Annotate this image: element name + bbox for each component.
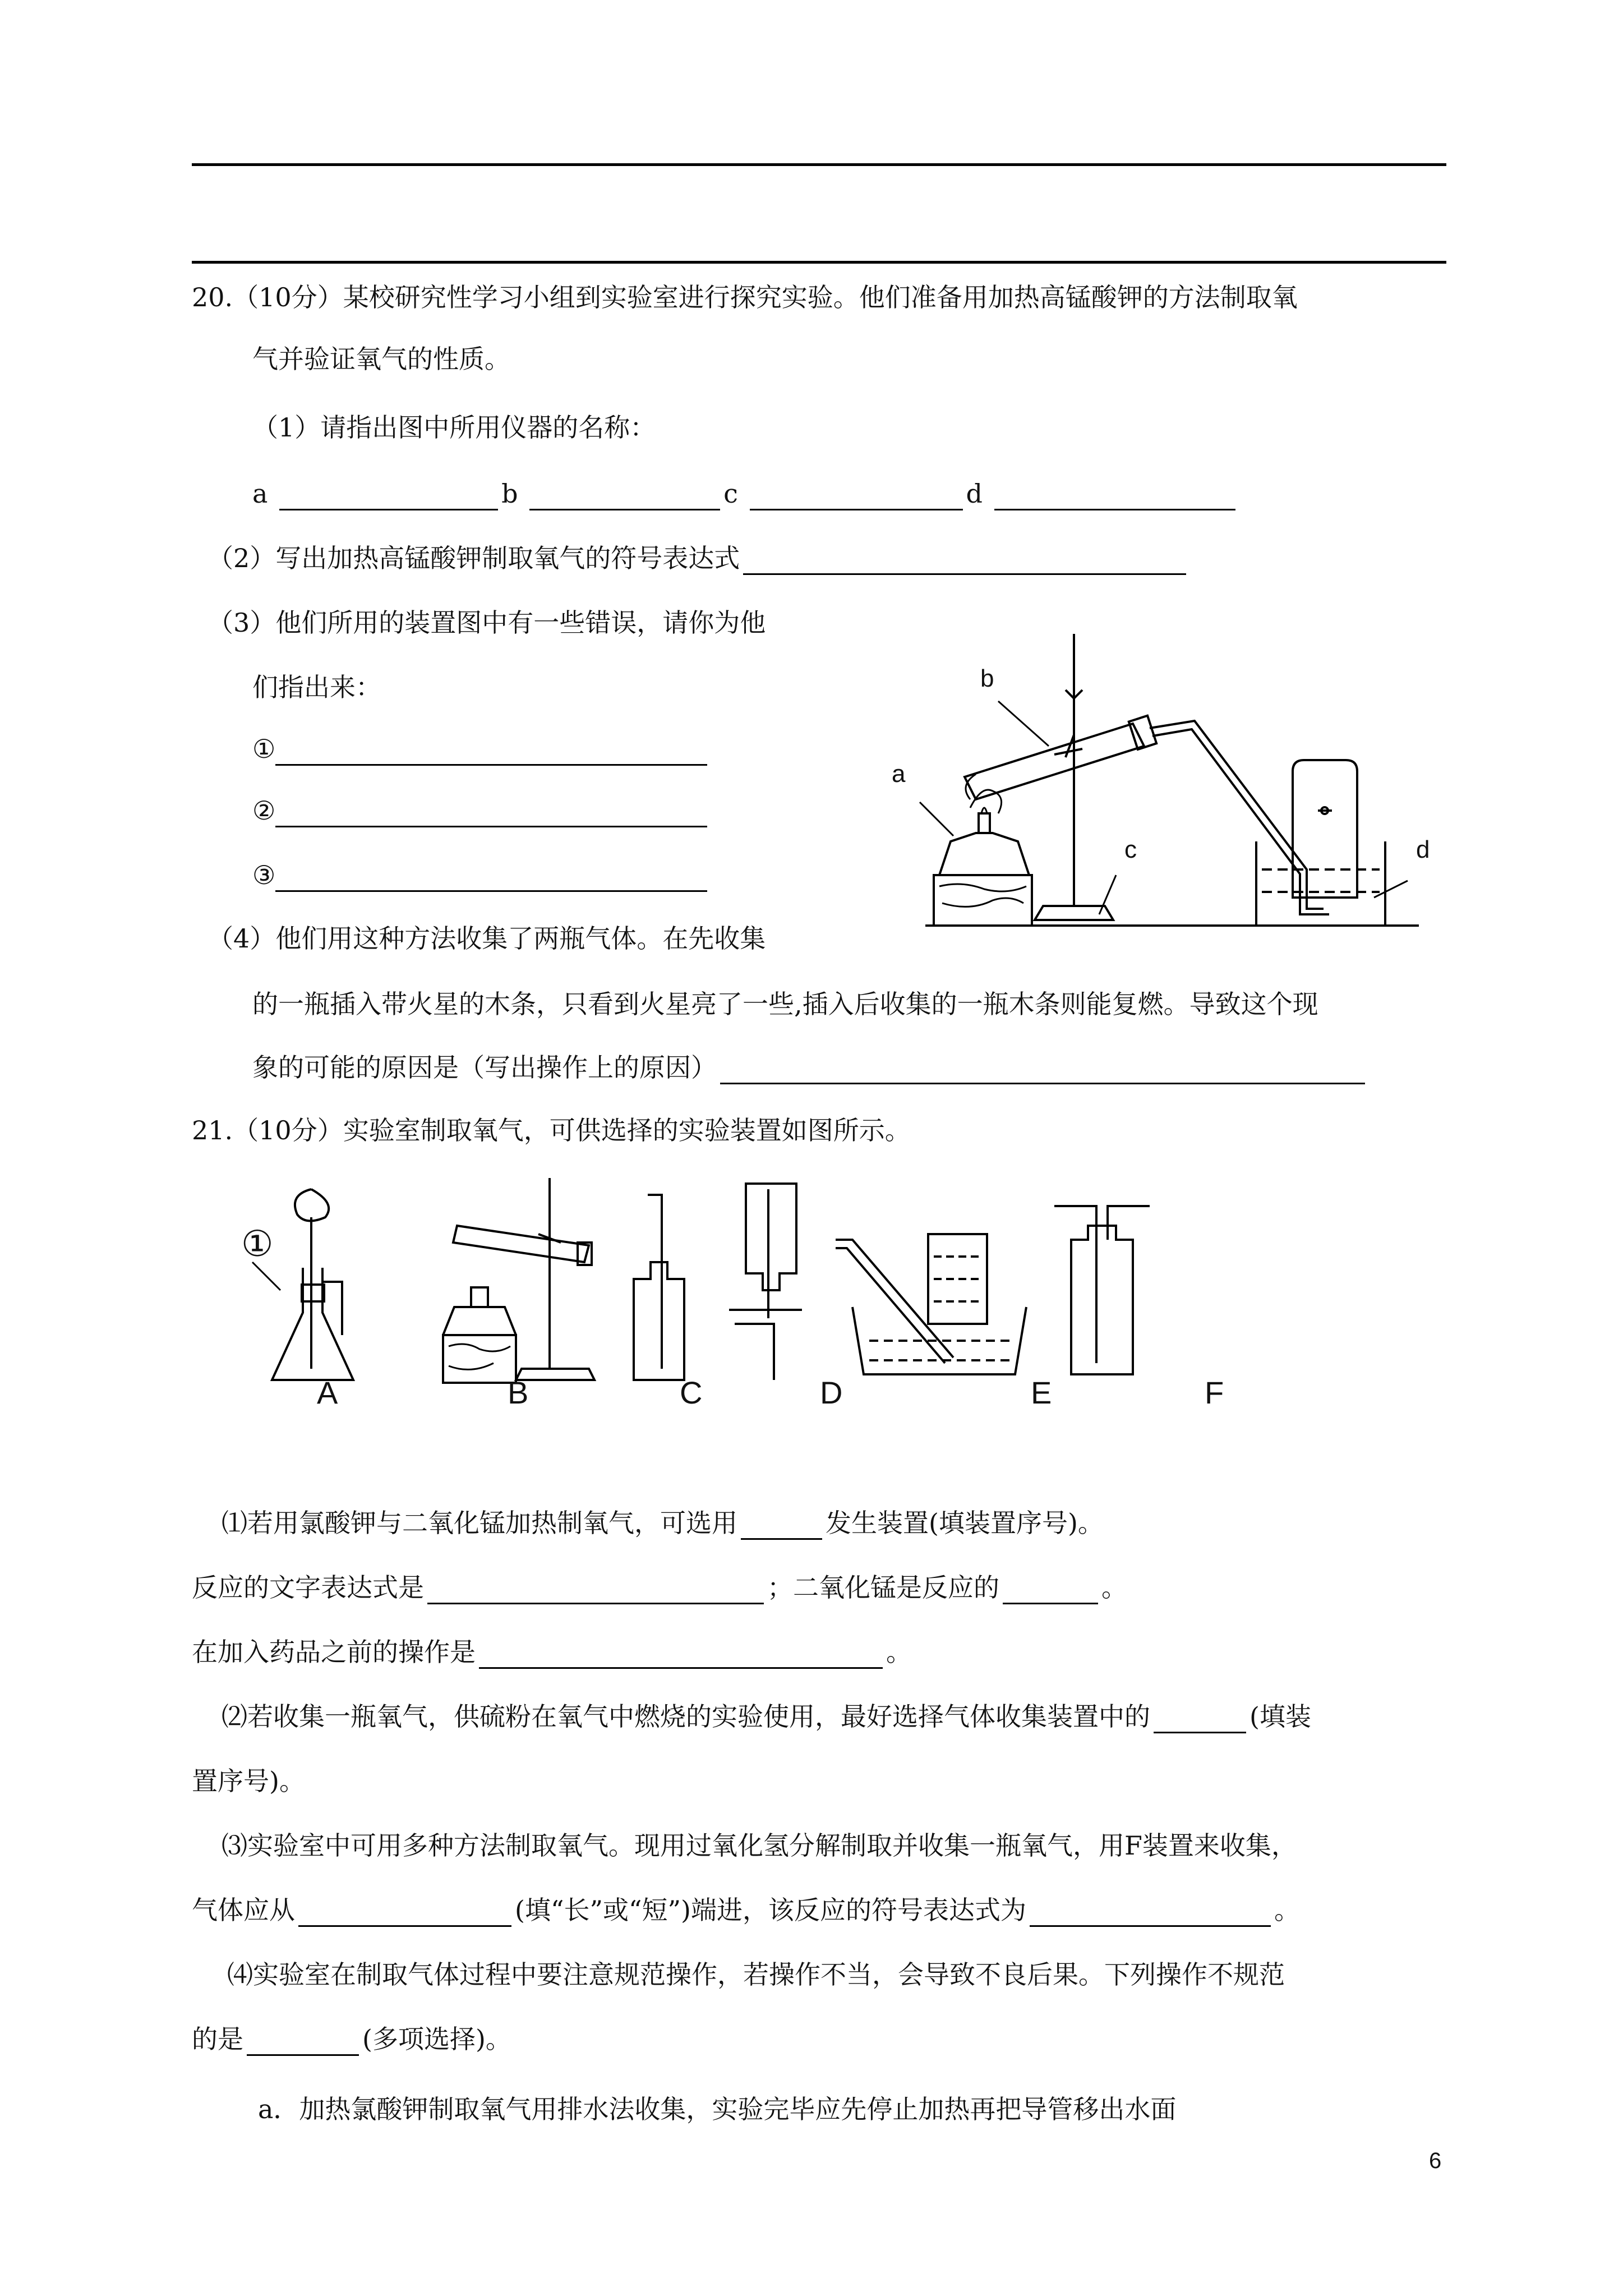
- q20-title: 20.（10分）某校研究性学习小组到实验室进行探究实验。他们准备用加热高锰酸钾的方法制取氧: [192, 282, 1298, 312]
- label-D: D: [820, 1375, 843, 1410]
- q21-s4c: (多项选择)。: [362, 2024, 511, 2054]
- q21-s1c: 反应的文字表达式是: [192, 1572, 424, 1603]
- q21-s3c: (填“长”或“短”)端进，该反应的符号表达式为: [515, 1895, 1026, 1925]
- label-E: E: [1031, 1375, 1052, 1410]
- q20-apparatus-figure: [880, 634, 1441, 931]
- q20-part4-cont1: 的一瓶插入带火星的木条，只看到火星亮了一些,插入后收集的一瓶木条则能复燃。导致这个现: [252, 989, 1318, 1019]
- q21-s3b: 气体应从: [192, 1895, 295, 1925]
- q21-part1-line2: [192, 1571, 1127, 1604]
- blank-error-3[interactable]: [275, 863, 707, 892]
- blank-equation[interactable]: [743, 546, 1186, 575]
- circle-2: ②: [252, 795, 276, 826]
- q21-s1d: ；二氧化锰是反应的: [767, 1572, 999, 1603]
- q21-part3-line1: ⑶实验室中可用多种方法制取氧气。现用过氧化氢分解制取并收集一瓶氧气，用F装置来收集，: [222, 1830, 1297, 1861]
- q21-part4-line2: [192, 2022, 511, 2056]
- blank-inlet[interactable]: [298, 1898, 511, 1927]
- q21-title: 21.（10分）实验室制取氧气，可供选择的实验装置如图所示。: [192, 1115, 911, 1145]
- q21-part2-line2: 置序号)。: [192, 1766, 305, 1796]
- q20-part1-blanks: [252, 477, 1239, 510]
- q21-s1a: ⑴若用氯酸钾与二氧化锰加热制氧气，可选用: [222, 1508, 737, 1538]
- circle-3: ③: [252, 860, 276, 890]
- q21-option-a: a．加热氯酸钾制取氧气用排水法收集，实验完毕应先停止加热再把导管移出水面: [258, 2094, 1177, 2124]
- page-number: 6: [1429, 2148, 1442, 2173]
- blank-d[interactable]: [994, 482, 1235, 510]
- q20-part4-cont2-text: 象的可能的原因是（写出操作上的原因）: [252, 1052, 717, 1083]
- label-a: a: [252, 478, 268, 509]
- q21-s1b: 发生装置(填装置序号)。: [826, 1508, 1104, 1538]
- answer-line-top-1: [192, 163, 1446, 166]
- q20-title-cont: 气并验证氧气的性质。: [252, 344, 510, 374]
- q20-part2: [208, 541, 1189, 575]
- q21-part2-line1: [222, 1700, 1311, 1733]
- fig-label-c: c: [1124, 836, 1137, 863]
- q21-s1e: 。: [1101, 1572, 1127, 1603]
- q21-part1-line1: [222, 1506, 1104, 1540]
- label-B: B: [508, 1375, 529, 1410]
- fig-label-d: d: [1416, 836, 1430, 863]
- q21-part1-line3: [192, 1635, 912, 1669]
- q21-s2a: ⑵若收集一瓶氧气，供硫粉在氧气中燃烧的实验使用，最好选择气体收集装置中的: [222, 1701, 1150, 1732]
- q21-s1f: 在加入药品之前的操作是: [192, 1637, 476, 1667]
- q21-s2b: (填装: [1249, 1701, 1311, 1732]
- blank-generator[interactable]: [741, 1511, 822, 1540]
- q21-s4b: 的是: [192, 2024, 243, 2054]
- q20-error-3: [252, 858, 711, 892]
- blank-mno2-role[interactable]: [1003, 1576, 1098, 1604]
- fig-label-a: a: [892, 760, 906, 788]
- blank-improper-ops[interactable]: [247, 2027, 359, 2056]
- blank-b[interactable]: [529, 482, 720, 510]
- blank-a[interactable]: [279, 482, 498, 510]
- q20-part2-text: （2）写出加热高锰酸钾制取氧气的符号表达式: [208, 543, 740, 573]
- blank-h2o2-equation[interactable]: [1030, 1898, 1271, 1927]
- label-c: c: [723, 478, 738, 509]
- q20-part3-cont: 们指出来：: [252, 672, 381, 702]
- q21-s3d: 。: [1274, 1895, 1300, 1925]
- q21-apparatus-figure: [241, 1172, 1295, 1425]
- q20-part3: （3）他们所用的装置图中有一些错误，请你为他: [208, 608, 766, 638]
- q20-error-2: [252, 794, 711, 827]
- answer-line-top-2: [192, 261, 1446, 264]
- label-F: F: [1205, 1375, 1224, 1410]
- q20-part1: （1）请指出图中所用仪器的名称：: [252, 412, 656, 443]
- q21-part4-line1: ⑷实验室在制取气体过程中要注意规范操作，若操作不当，会导致不良后果。下列操作不规范: [227, 1959, 1285, 1990]
- blank-word-equation[interactable]: [427, 1576, 764, 1604]
- q20-error-1: [252, 732, 711, 766]
- q20-part4: （4）他们用这种方法收集了两瓶气体。在先收集: [208, 923, 766, 954]
- q21-s1g: 。: [886, 1637, 912, 1667]
- q20-part4-cont2: [252, 1051, 1368, 1084]
- label-A: A: [317, 1375, 338, 1410]
- marker-1: ①: [241, 1223, 274, 1264]
- blank-c[interactable]: [750, 482, 963, 510]
- circle-1: ①: [252, 734, 276, 764]
- blank-pre-operation[interactable]: [479, 1640, 883, 1669]
- label-C: C: [680, 1375, 703, 1410]
- blank-error-1[interactable]: [275, 737, 707, 766]
- label-b: b: [501, 478, 518, 509]
- q21-part3-line2: [192, 1893, 1300, 1927]
- fig-label-b: b: [980, 665, 994, 692]
- blank-error-2[interactable]: [275, 799, 707, 827]
- label-d: d: [966, 478, 983, 509]
- blank-collector[interactable]: [1154, 1705, 1246, 1733]
- blank-reason[interactable]: [720, 1056, 1365, 1084]
